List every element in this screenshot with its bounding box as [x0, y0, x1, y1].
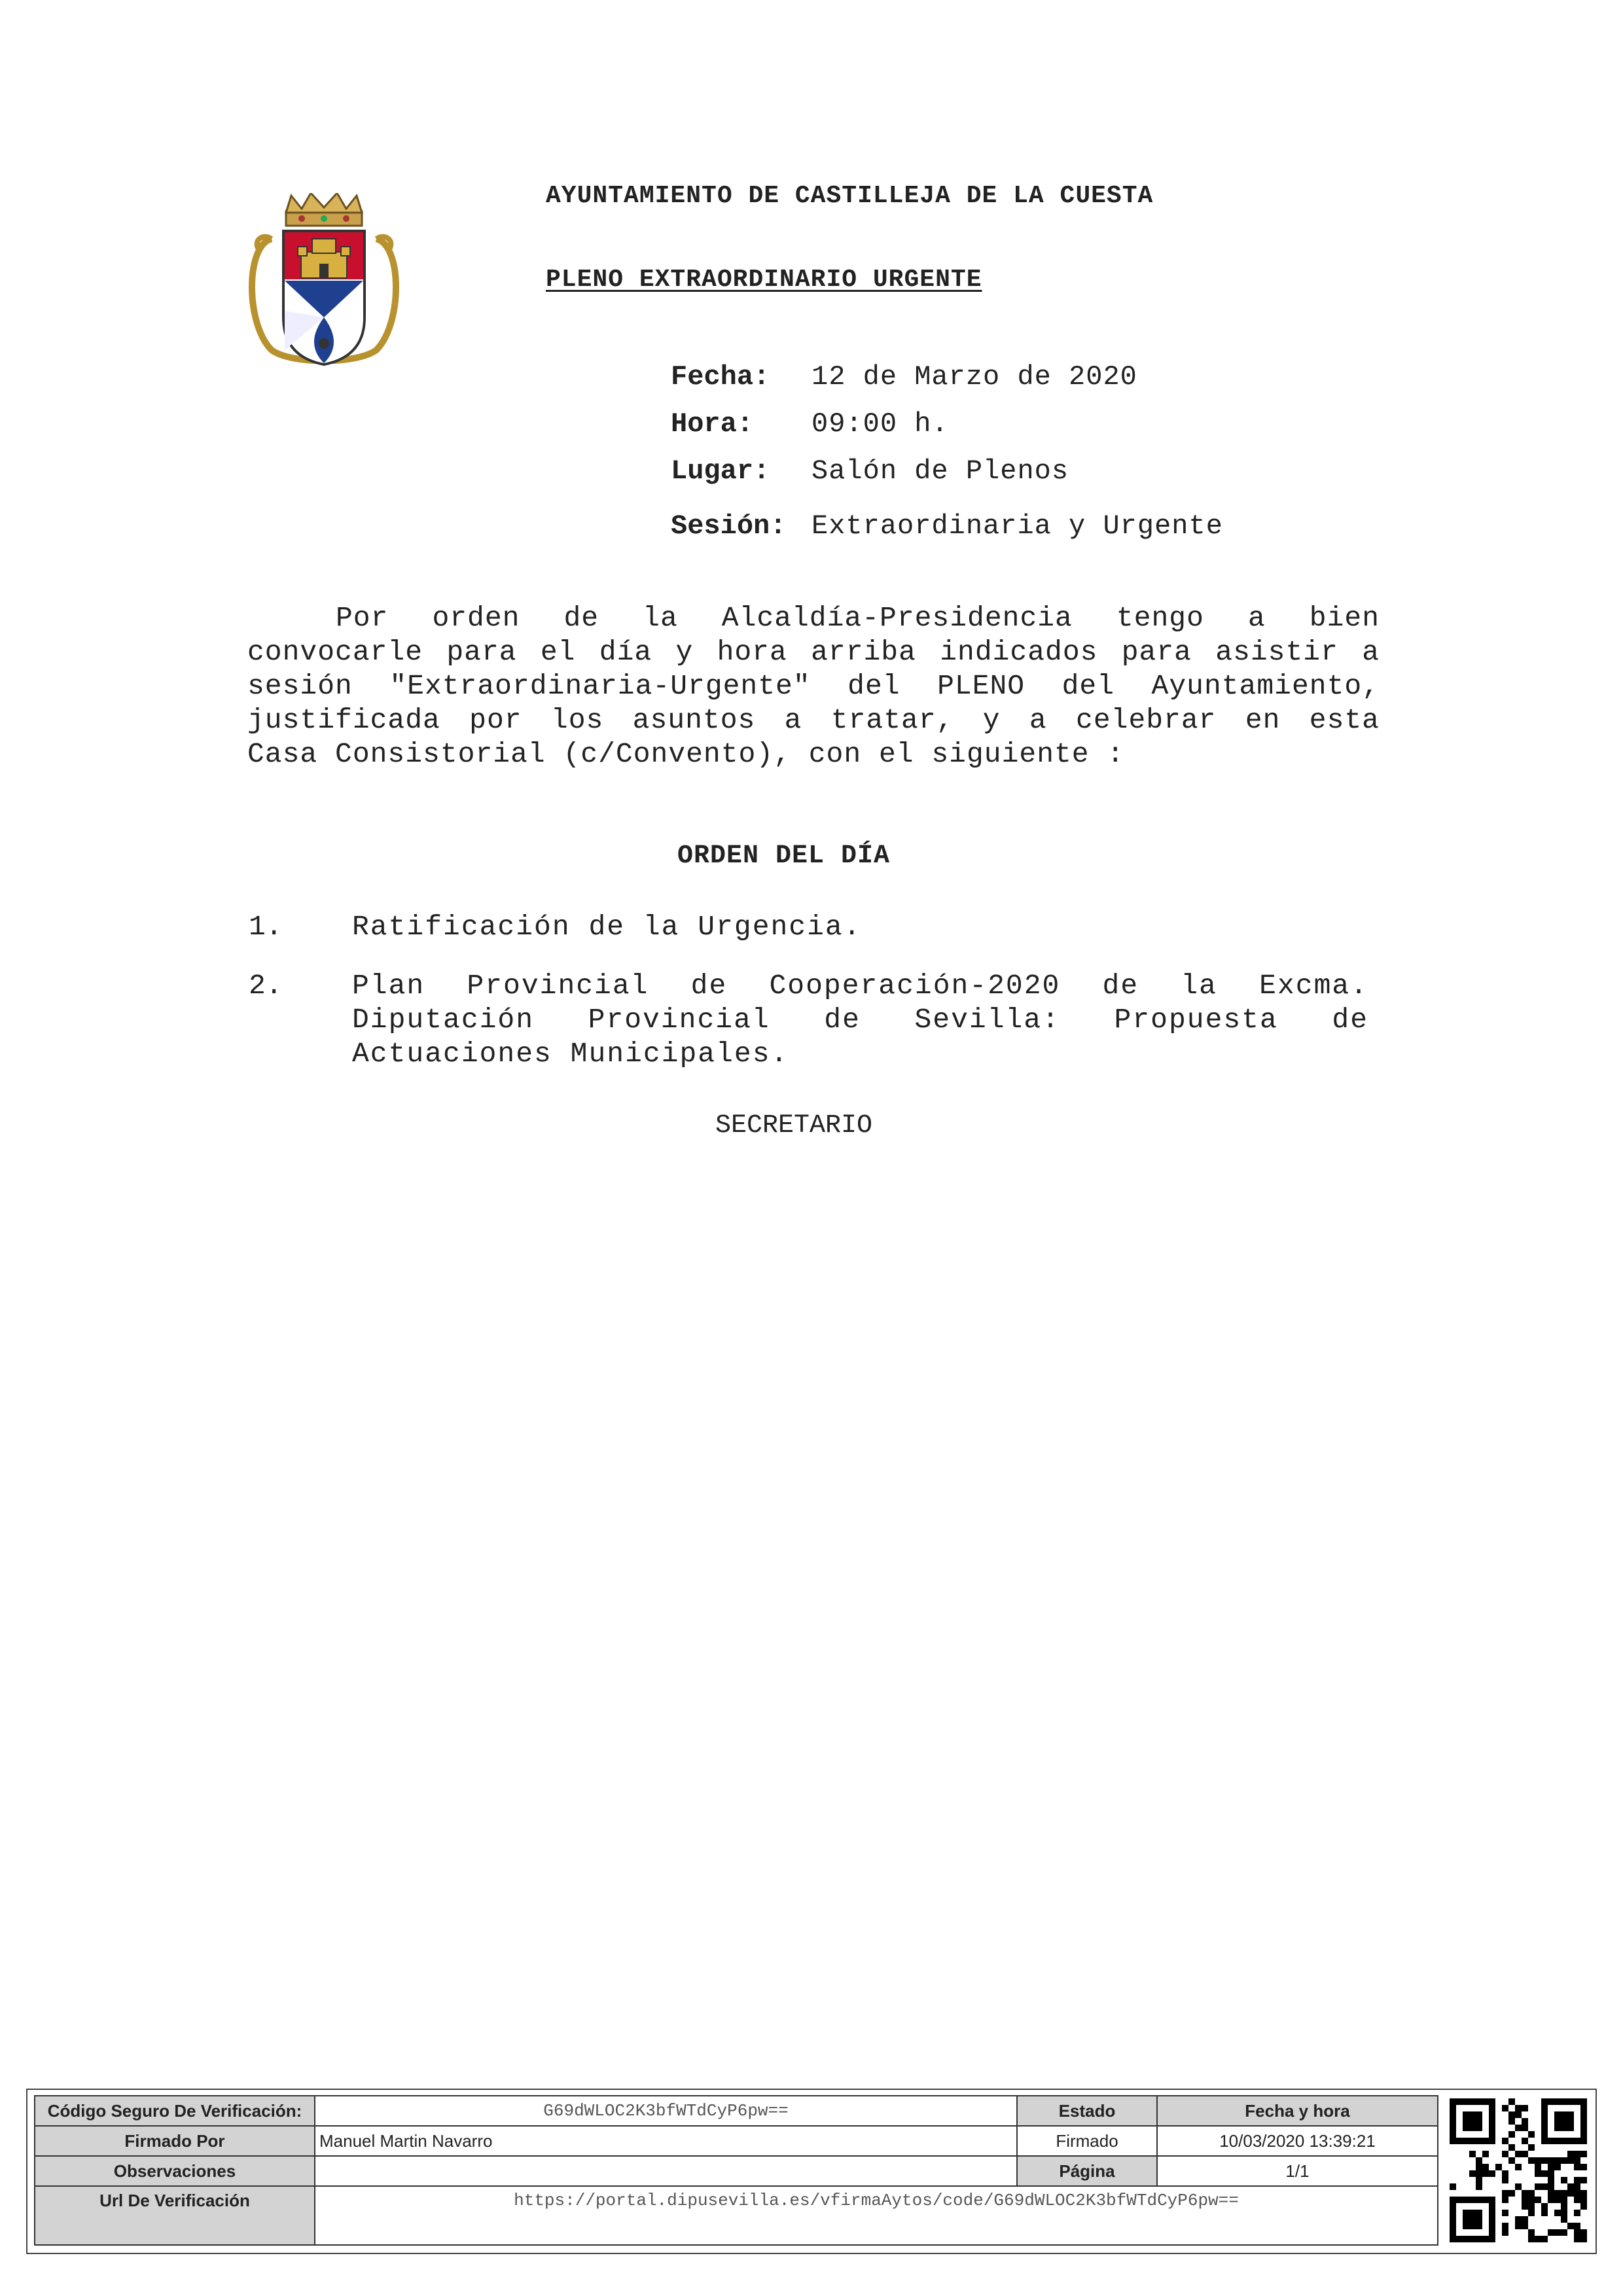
paragraph-line: convocarle para el día y hora arriba indicados para asistir a — [247, 636, 1380, 668]
agenda-item-number: 2. — [249, 970, 283, 1002]
paragraph-line: Casa Consistorial (c/Convento), con el siguiente : — [247, 738, 1125, 770]
lugar-value: Salón de Plenos — [812, 455, 1069, 487]
pagina-value: 1/1 — [1157, 2156, 1438, 2186]
observaciones-label: Observaciones — [35, 2156, 315, 2186]
agenda-item-text: Diputación Provincial de Sevilla: Propuesta de — [352, 1004, 1368, 1036]
firmado-por-label: Firmado Por — [35, 2126, 315, 2156]
paragraph-line: justificada por los asuntos a tratar, y a celebrar en esta — [247, 704, 1380, 736]
estado-label: Estado — [1017, 2096, 1157, 2126]
url-label: Url De Verificación — [35, 2186, 315, 2245]
paragraph-line: Por orden de la Alcaldía-Presidencia tengo a bien — [336, 602, 1380, 634]
agenda-item-number: 1. — [249, 911, 283, 943]
csv-label: Código Seguro De Verificación: — [35, 2096, 315, 2126]
agenda-item-text: Ratificación de la Urgencia. — [352, 911, 862, 943]
observaciones-value — [315, 2156, 1017, 2186]
agenda-title: ORDEN DEL DÍA — [677, 841, 891, 871]
fecha-hora-value: 10/03/2020 13:39:21 — [1157, 2126, 1438, 2156]
url-value[interactable]: https://portal.dipusevilla.es/vfirmaAytos/code/G69dWLOC2K3bfWTdCyP6pw== — [315, 2186, 1438, 2245]
organization-title: AYUNTAMIENTO DE CASTILLEJA DE LA CUESTA — [546, 182, 1154, 210]
agenda-item-text: Plan Provincial de Cooperación-2020 de la Excma. — [352, 970, 1368, 1002]
sesion-value: Extraordinaria y Urgente — [812, 510, 1223, 542]
fecha-value: 12 de Marzo de 2020 — [812, 361, 1137, 393]
fecha-hora-label: Fecha y hora — [1157, 2096, 1438, 2126]
hora-value: 09:00 h. — [812, 408, 949, 440]
qr-code-icon — [1450, 2098, 1587, 2242]
pagina-label: Página — [1017, 2156, 1157, 2186]
agenda-item-text: Actuaciones Municipales. — [352, 1038, 789, 1070]
signature-role: SECRETARIO — [715, 1111, 873, 1140]
firmado-por-value: Manuel Martin Navarro — [315, 2126, 1017, 2156]
hora-label: Hora: — [671, 408, 754, 440]
paragraph-line: sesión "Extraordinaria-Urgente" del PLENO del Ayuntamiento, — [247, 670, 1380, 702]
csv-value: G69dWLOC2K3bfWTdCyP6pw== — [315, 2096, 1017, 2126]
coat-of-arms-icon — [245, 193, 402, 370]
session-title: PLENO EXTRAORDINARIO URGENTE — [546, 266, 982, 294]
sesion-label: Sesión: — [671, 510, 787, 542]
fecha-label: Fecha: — [671, 361, 770, 393]
estado-value: Firmado — [1017, 2126, 1157, 2156]
lugar-label: Lugar: — [671, 455, 770, 487]
verification-table — [34, 2095, 1438, 2246]
